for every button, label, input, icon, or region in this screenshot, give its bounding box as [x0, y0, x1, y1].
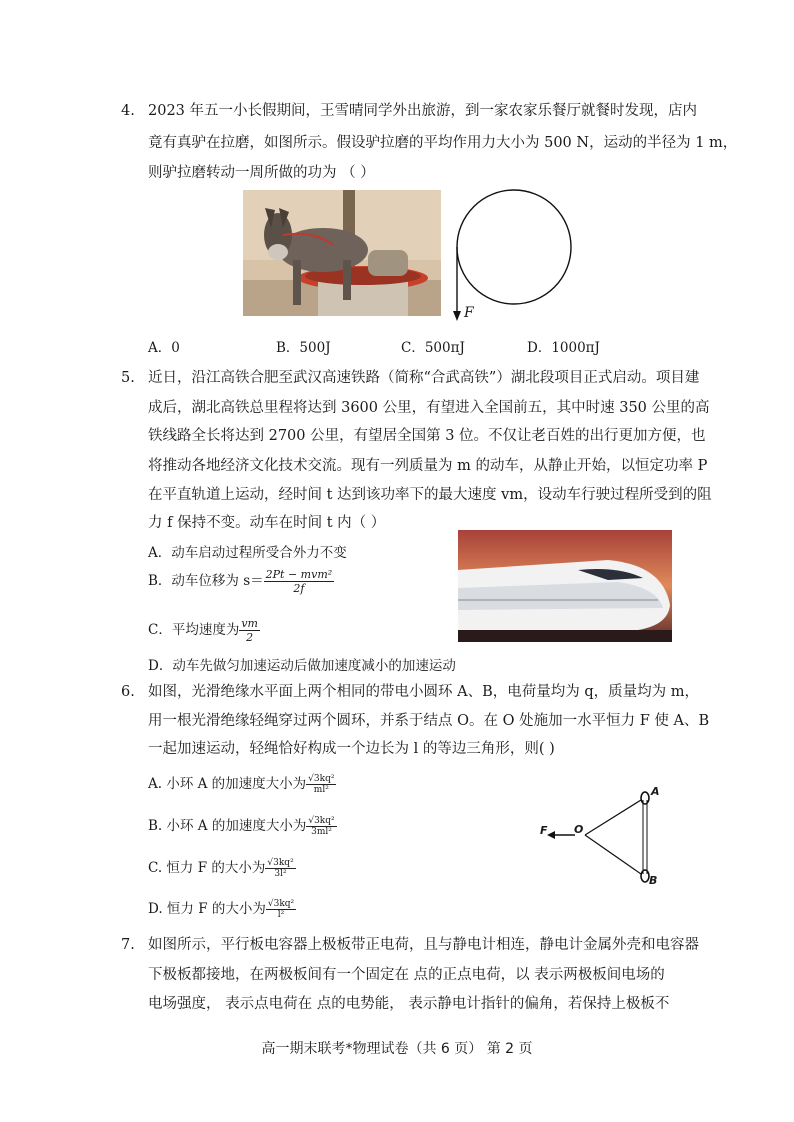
q5-option-b — [148, 568, 334, 595]
fraction-denominator: 3l² — [274, 869, 287, 879]
q6-option-prefix: C. 恒力 F 的大小为 — [148, 860, 266, 876]
fraction-denominator: 2f — [293, 582, 305, 595]
force-label: F — [464, 305, 474, 321]
q6-option-a — [148, 772, 336, 795]
q4-number: 4. — [121, 103, 135, 119]
fraction-denominator: ml² — [313, 785, 329, 795]
circular-path-diagram — [452, 185, 572, 325]
q4-option-c: C．500πJ — [401, 340, 465, 356]
q6-option-fraction — [306, 816, 336, 837]
q4-text-line: 则驴拉磨转动一周所做的功为 （ ） — [148, 165, 375, 181]
diagram-label-a: A — [651, 785, 660, 798]
q4-text-line: 2023 年五一小长假期间，王雪晴同学外出旅游，到一家农家乐餐厅就餐时发现，店内 — [148, 103, 698, 119]
q5-number: 5. — [121, 370, 135, 386]
q5-option-c-prefix: C．平均速度为 — [148, 622, 240, 638]
fraction-numerator: √3kq² — [308, 774, 335, 784]
q5-option-c-fraction — [239, 617, 260, 644]
q7-text-line: 如图所示，平行板电容器上极板带正电荷，且与静电计相连，静电计金属外壳和电容器 — [148, 937, 699, 953]
diagram-label-f: F — [540, 824, 548, 837]
q6-option-prefix: B. 小环 A 的加速度大小为 — [148, 818, 307, 834]
diagram-label-b: B — [649, 874, 658, 887]
q7-text-line: 电场强度， 表示点电荷在 点的电势能， 表示静电计指针的偏角，若保持上极板不 — [148, 996, 670, 1012]
q6-option-fraction — [265, 858, 295, 879]
q7-number: 7. — [121, 937, 135, 953]
q5-text-line: 在平直轨道上运动，经时间 t 达到该功率下的最大速度 vm，设动车行驶过程所受到的阻 — [148, 487, 712, 503]
q6-option-fraction — [306, 774, 336, 795]
q5-text-line: 成后，湖北高铁总里程将达到 3600 公里，有望进入全国前五，其中时速 350 公里的高 — [148, 400, 710, 416]
q6-option-d — [148, 897, 296, 920]
q5-text-line: 近日，沿江高铁合肥至武汉高速铁路（简称“合武高铁”）湖北段项目正式启动。项目建 — [148, 370, 700, 386]
fraction-numerator: √3kq² — [267, 858, 294, 868]
fraction-numerator: 2Pt − mvm² — [265, 568, 333, 581]
fraction-numerator: √3kq² — [267, 899, 295, 909]
fraction-denominator: 2 — [246, 631, 254, 644]
q5-text-line: 力 f 保持不变。动车在时间 t 内（ ） — [148, 515, 386, 531]
q5-text-line: 铁线路全长将达到 2700 公里，有望居全国第 3 位。不仅让老百姓的出行更加方便，也 — [148, 428, 706, 444]
q4-option-d: D．1000πJ — [527, 340, 600, 356]
q5-option-c — [148, 617, 260, 644]
q4-option-b: B．500J — [276, 340, 331, 356]
donkey-mill-photo — [243, 190, 441, 316]
q6-text-line: 如图，光滑绝缘水平面上两个相同的带电小圆环 A、B，电荷量均为 q，质量均为 m， — [148, 684, 699, 700]
q5-text-line: 将推动各地经济文化技术交流。现有一列质量为 m 的动车，从静止开始，以恒定功率 P — [148, 458, 708, 474]
fraction-denominator: l² — [277, 910, 285, 920]
fraction-numerator: √3kq² — [308, 816, 335, 826]
fraction-denominator: 3ml² — [311, 827, 332, 837]
page-footer: 高一期末联考*物理试卷（共 6 页） 第 2 页 — [261, 1041, 533, 1057]
q5-option-d: D．动车先做匀加速运动后做加速度减小的加速运动 — [148, 658, 456, 674]
q6-option-prefix: A. 小环 A 的加速度大小为 — [148, 776, 307, 792]
q7-text-line: 下极板都接地，在两极板间有一个固定在 点的正点电荷，以 表示两极板间电场的 — [148, 967, 665, 983]
q6-text-line: 用一根光滑绝缘轻绳穿过两个圆环，并系于结点 O。在 O 处施加一水平恒力 F 使 A、B — [148, 713, 710, 729]
q6-option-b — [148, 814, 337, 837]
q6-option-c — [148, 856, 296, 879]
q4-option-a: A．0 — [148, 340, 180, 356]
q6-text-line: 一起加速运动，轻绳恰好构成一个边长为 l 的等边三角形，则( ) — [148, 741, 555, 757]
q5-option-b-prefix: B．动车位移为 s＝ — [148, 573, 264, 589]
q5-option-b-fraction — [264, 568, 335, 595]
q6-option-fraction — [266, 899, 296, 920]
q6-number: 6. — [121, 684, 135, 700]
bullet-train-photo — [458, 530, 672, 642]
q5-option-a: A．动车启动过程所受合外力不变 — [148, 545, 347, 561]
fraction-numerator: vm — [241, 617, 258, 630]
q4-text-line: 竟有真驴在拉磨，如图所示。假设驴拉磨的平均作用力大小为 500 N，运动的半径为 1 m， — [148, 135, 738, 151]
diagram-label-o: O — [574, 823, 584, 836]
q6-option-prefix: D. 恒力 F 的大小为 — [148, 901, 266, 917]
